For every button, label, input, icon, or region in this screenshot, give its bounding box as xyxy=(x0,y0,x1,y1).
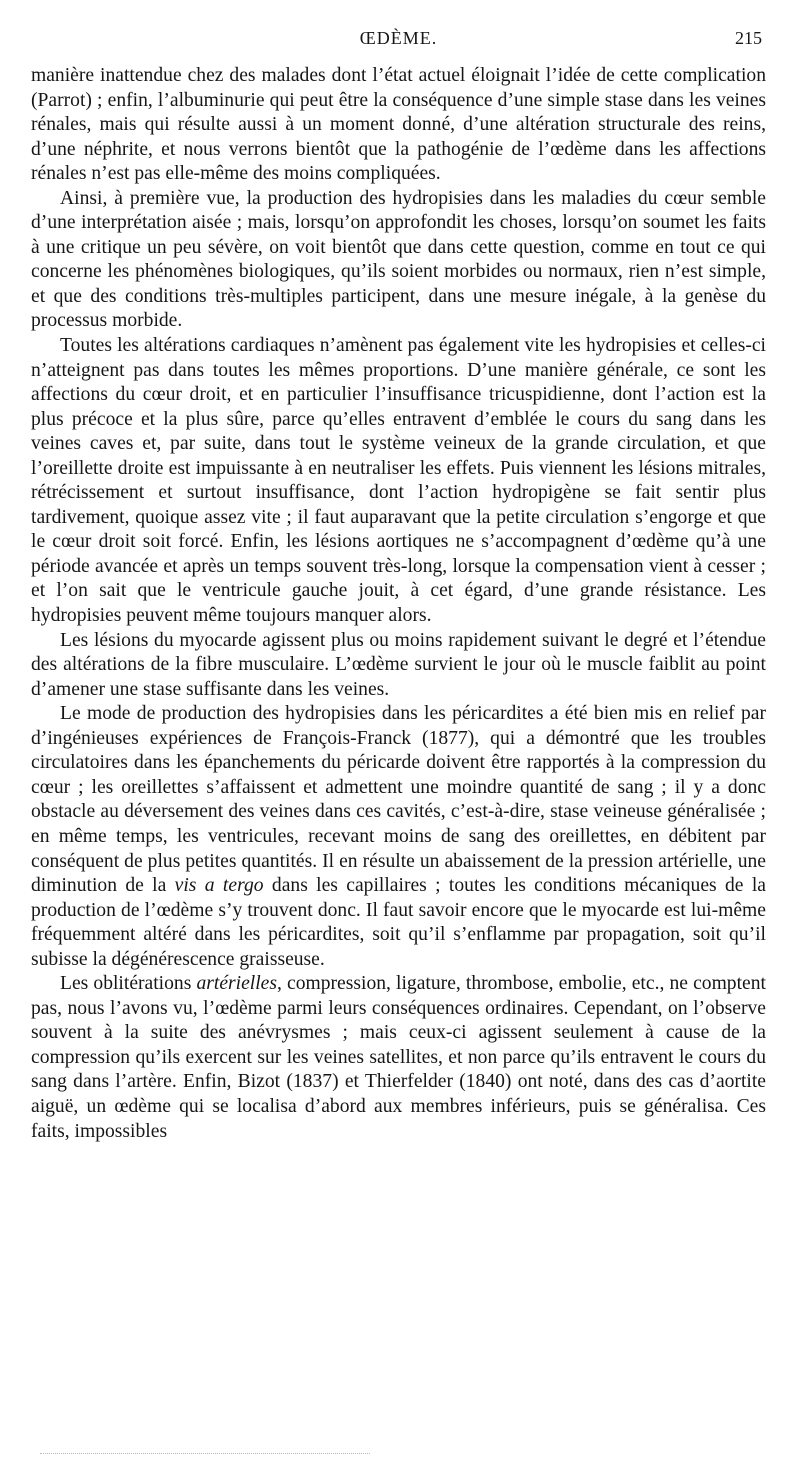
paragraph xyxy=(31,334,766,629)
italic-text: vis a tergo xyxy=(174,875,264,897)
scan-noise-line xyxy=(40,1453,370,1454)
page-number: 215 xyxy=(735,28,762,48)
paragraph-text: Les lésions du myocarde agissent plus ou moins rapidement suivant le degré et l’étendue des altérations de la fibre musculaire. L’œdème survient le jour où le muscle faiblit au point d’amener une stase suffisante dans les veines. xyxy=(31,629,766,700)
paragraph xyxy=(31,702,766,972)
paragraph-text: , compression, ligature, thrombose, embolie, etc., ne comptent pas, nous l’avons vu, l’œdème parmi leurs conséquences ordinaires. Cependant, on l’observe souvent à la suite des anévrysmes ; mais ceux-ci agissent seulement à cause de la compression qu’ils exercent sur les veines satellites, et non parce qu’ils entravent le cours du sang dans l’artère. Enfin, Bizot (1837) et Thierfelder (1840) ont noté, dans des cas d’aortite aiguë, un œdème qui se localisa d’abord aux membres inférieurs, puis se généralisa. Ces faits, impossibles xyxy=(31,973,766,1142)
paragraph xyxy=(31,972,766,1144)
paragraph-text: Le mode de production des hydropisies dans les péricardites a été bien mis en relief par d’ingénieuses expériences de François-Franck (1877), qui a démontré que les troubles circulatoires dans les épanchements du péricarde doivent être rapportés à la compression du cœur ; les oreillettes s’affaissent et admettent une moindre quantité de sang ; il y a donc obstacle au déversement des veines dans ces cavités, c’est-à-dire, stase veineuse généralisée ; en même temps, les ventricules, recevant moins de sang des oreillettes, en débitent par conséquent de plus petites quantités. Il en résulte un abaissement de la pression artérielle, une diminution de la xyxy=(31,703,766,897)
paragraph-text: Toutes les altérations cardiaques n’amènent pas également vite les hydropisies et celles-ci n’atteignent pas dans toutes les mêmes proportions. D’une manière générale, ce sont les affections du cœur droit, et en particulier l’insuffisance tricuspidienne, dont l’action est la plus précoce et la plus sûre, parce qu’elles entravent d’emblée le cours du sang dans les veines caves et, par suite, dans tout le système veineux de la grande circulation, et que l’oreillette droite est impuissante à en neutraliser les effets. Puis viennent les lésions mitrales, rétrécissement et surtout insuffisance, dont l’action hydropigène se fait sentir plus tardivement, quoique assez vite ; il faut auparavant que la petite circulation s’engorge et que le cœur droit soit forcé. Enfin, les lésions aortiques ne s’accompagnent d’œdème qu’à une période avancée et après un temps souvent très-long, lorsque la compensation vient à cesser ; et l’on sait que le ventricule gauche jouit, à cet égard, d’une grande résistance. Les hydropisies peuvent même toujours manquer alors. xyxy=(31,335,766,627)
running-title: ŒDÈME. xyxy=(359,28,438,48)
book-page xyxy=(31,28,766,1144)
body-text xyxy=(31,64,766,1144)
paragraph xyxy=(31,64,766,187)
paragraph xyxy=(31,629,766,703)
paragraph-text: manière inattendue chez des malades dont l’état actuel éloignait l’idée de cette complication (Parrot) ; enfin, l’albuminurie qui peut être la conséquence d’une simple stase dans les veines rénales, mais qui résulte aussi à un moment donné, d’une altération structurale des reins, d’une néphrite, et nous verrons bientôt que la pathogénie de l’œdème dans les affections rénales n’est pas elle-même des moins compliquées. xyxy=(31,65,766,185)
italic-text: artérielles xyxy=(196,973,277,995)
paragraph-text: Les oblitérations xyxy=(60,973,197,995)
paragraph-text: Ainsi, à première vue, la production des hydropisies dans les maladies du cœur semble d’une interprétation aisée ; mais, lorsqu’on approfondit les choses, lorsqu’on soumet les faits à une critique un peu sévère, on voit bientôt que dans cette question, comme en tout ce qui concerne les phénomènes biologiques, qu’ils soient morbides ou normaux, rien n’est simple, et que des conditions très-multiples participent, dans une mesure inégale, à la genèse du processus morbide. xyxy=(31,187,766,332)
paragraph xyxy=(31,187,766,334)
paragraph-text: dans les capillaires ; toutes les conditions mécaniques de la production de l’œdème s’y trouvent donc. Il faut savoir encore que le myocarde est lui-même fréquemment altéré dans les péricardites, soit qu’il s’enflamme par propagation, soit qu’il subisse la dégénérescence graisseuse. xyxy=(31,875,766,970)
running-head xyxy=(31,28,766,64)
